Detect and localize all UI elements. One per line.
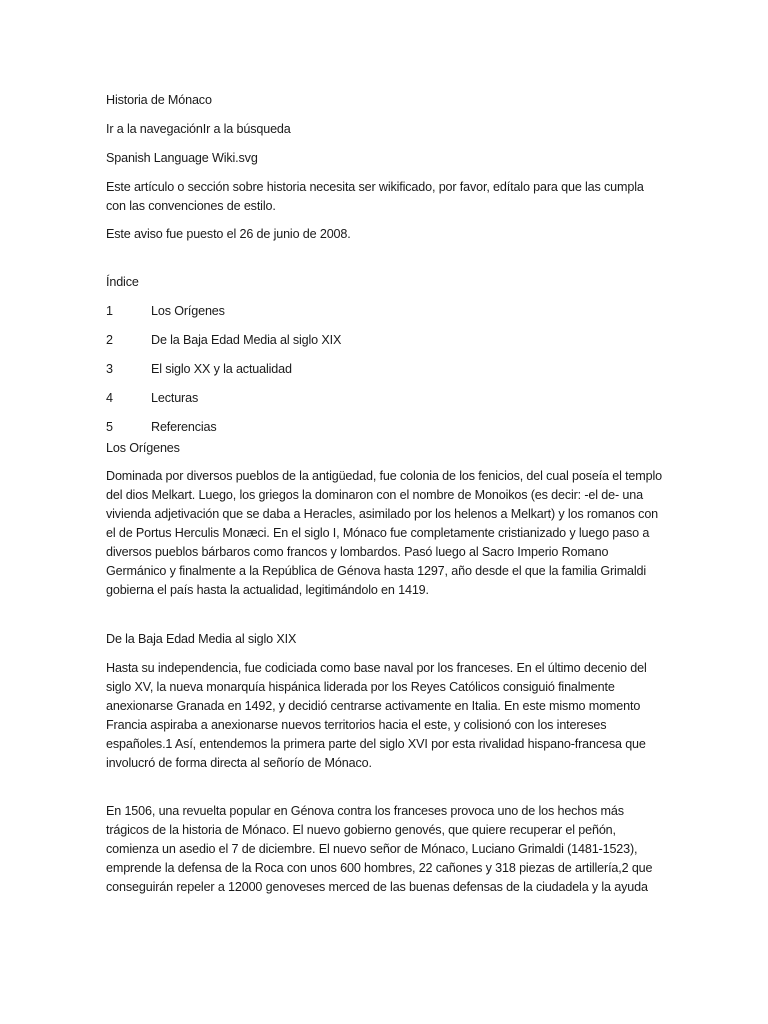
toc-label: Referencias <box>151 420 217 434</box>
image-filename: Spanish Language Wiki.svg <box>106 151 258 165</box>
document-title: Historia de Mónaco <box>106 93 212 107</box>
section-heading: De la Baja Edad Media al siglo XIX <box>106 632 297 646</box>
section-paragraph: Hasta su independencia, fue codiciada como base naval por los franceses. En el último decenio del siglo XV, la nueva monarquía hispánica liderada por los Reyes Católicos consiguió finalmente anexionarse Granada en 1492, y decidió centrarse activamente en Italia. En este mismo momento Francia aspiraba a anexionarse nuevos territorios hacia el este, y colisionó con los intereses españoles.1 Así, entendemos la primera parte del siglo XVI por esta rivalidad hispano-francesa que involucró de forma directa al señorío de Mónaco. <box>106 661 647 770</box>
toc-number: 5 <box>106 420 113 434</box>
toc-label: Los Orígenes <box>151 304 225 318</box>
toc-item <box>106 331 662 350</box>
section-paragraph: Dominada por diversos pueblos de la antigüedad, fue colonia de los fenicios, del cual poseía el templo del dios Melkart. Luego, los griegos la dominaron con el nombre de Monoikos (es decir: -el de- una vivienda adjetivación que se daba a Heracles, asimilado por los helenos a Melkart) y los romanos con el de Portus Herculis Monæci. En el siglo I, Mónaco fue completamente cristianizado y luego paso a diversos pueblos bárbaros como francos y lombardos. Pasó luego al Sacro Imperio Romano Germánico y finalmente a la República de Génova hasta 1297, año desde el que la familia Grimaldi gobierna el país hasta la actualidad, legitimándolo en 1419. <box>106 469 662 597</box>
document-body <box>106 91 662 907</box>
section-heading: Los Orígenes <box>106 441 180 455</box>
toc-label: De la Baja Edad Media al siglo XIX <box>151 333 342 347</box>
index-heading: Índice <box>106 275 139 289</box>
toc-number: 2 <box>106 333 113 347</box>
toc-number: 1 <box>106 304 113 318</box>
toc-item <box>106 418 662 437</box>
toc-item <box>106 389 662 408</box>
table-of-contents <box>106 302 662 437</box>
toc-number: 3 <box>106 362 113 376</box>
toc-item <box>106 302 662 321</box>
section-paragraph: En 1506, una revuelta popular en Génova contra los franceses provoca uno de los hechos más trágicos de la historia de Mónaco. El nuevo gobierno genovés, que quiere recuperar el peñón, comienza un asedio el 7 de diciembre. El nuevo señor de Mónaco, Luciano Grimaldi (1481-1523), emprende la defensa de la Roca con unos 600 hombres, 22 cañones y 318 piezas de artillería,2 que conseguirán repeler a 12000 genoveses merced de las buenas defensas de la ciudadela y la ayuda <box>106 804 653 894</box>
navigation-text: Ir a la navegaciónIr a la búsqueda <box>106 122 291 136</box>
notice-date: Este aviso fue puesto el 26 de junio de 2008. <box>106 227 351 241</box>
toc-label: El siglo XX y la actualidad <box>151 362 292 376</box>
toc-label: Lecturas <box>151 391 199 405</box>
wikify-notice: Este artículo o sección sobre historia necesita ser wikificado, por favor, edítalo para que las cumpla con las convenciones de estilo. <box>106 180 644 213</box>
toc-number: 4 <box>106 391 113 405</box>
toc-item <box>106 360 662 379</box>
